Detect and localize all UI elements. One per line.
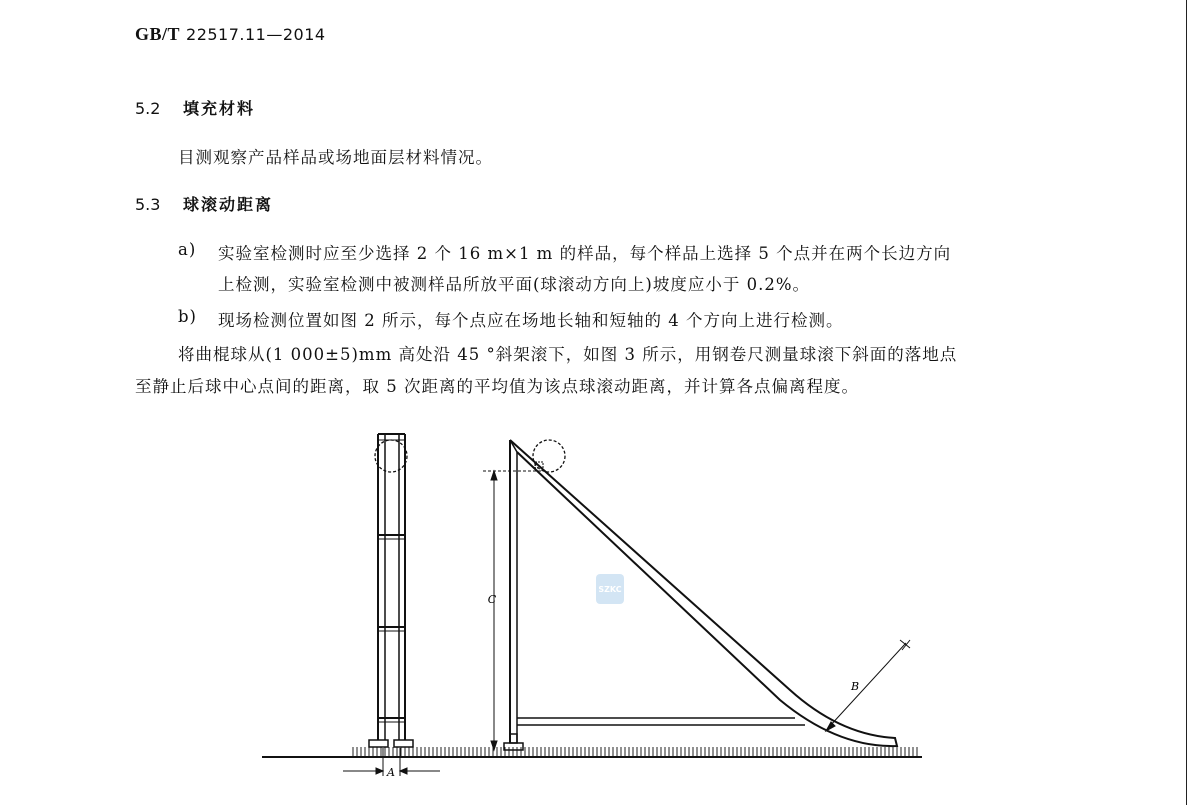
ramp-front-view: [483, 440, 910, 750]
ground-line: [262, 747, 922, 757]
dimension-label-b: B: [850, 680, 860, 693]
ramp-side-view: [343, 434, 440, 776]
standard-number: 22517.11—2014: [186, 25, 326, 44]
dimension-label-a: A: [387, 766, 395, 779]
dimension-label-c: C: [487, 593, 497, 606]
section-title: 填充材料: [183, 99, 256, 118]
section-number: 5.3: [135, 195, 161, 214]
standard-code: GB/T: [135, 24, 181, 44]
section-number: 5.2: [135, 99, 161, 118]
list-item-a-label: a): [178, 240, 197, 259]
list-item-a-line1: 实验室检测时应至少选择 2 个 16 m×1 m 的样品，每个样品上选择 5 个点并在两个长边方向: [218, 244, 952, 263]
list-item-b-line1: 现场检测位置如图 2 所示，每个点应在场地长轴和短轴的 4 个方向上进行检测。: [218, 311, 844, 330]
paragraph-5-2: 目测观察产品样品或场地面层材料情况。: [178, 148, 493, 167]
list-item-b-label: b): [178, 307, 197, 326]
paragraph-rolling-line1: 将曲棍球从(1 000±5)mm 高处沿 45 °斜架滚下，如图 3 所示，用钢卷尺测量球滚下斜面的落地点: [178, 345, 958, 364]
list-item-a-line2: 上检测，实验室检测中被测样品所放平面(球滚动方向上)坡度应小于 0.2%。: [218, 275, 811, 294]
paragraph-rolling-line2: 至静止后球中心点间的距离，取 5 次距离的平均值为该点球滚动距离，并计算各点偏离程度。: [135, 377, 859, 396]
watermark-logo: SZKC: [596, 574, 624, 604]
section-title: 球滚动距离: [183, 195, 274, 214]
